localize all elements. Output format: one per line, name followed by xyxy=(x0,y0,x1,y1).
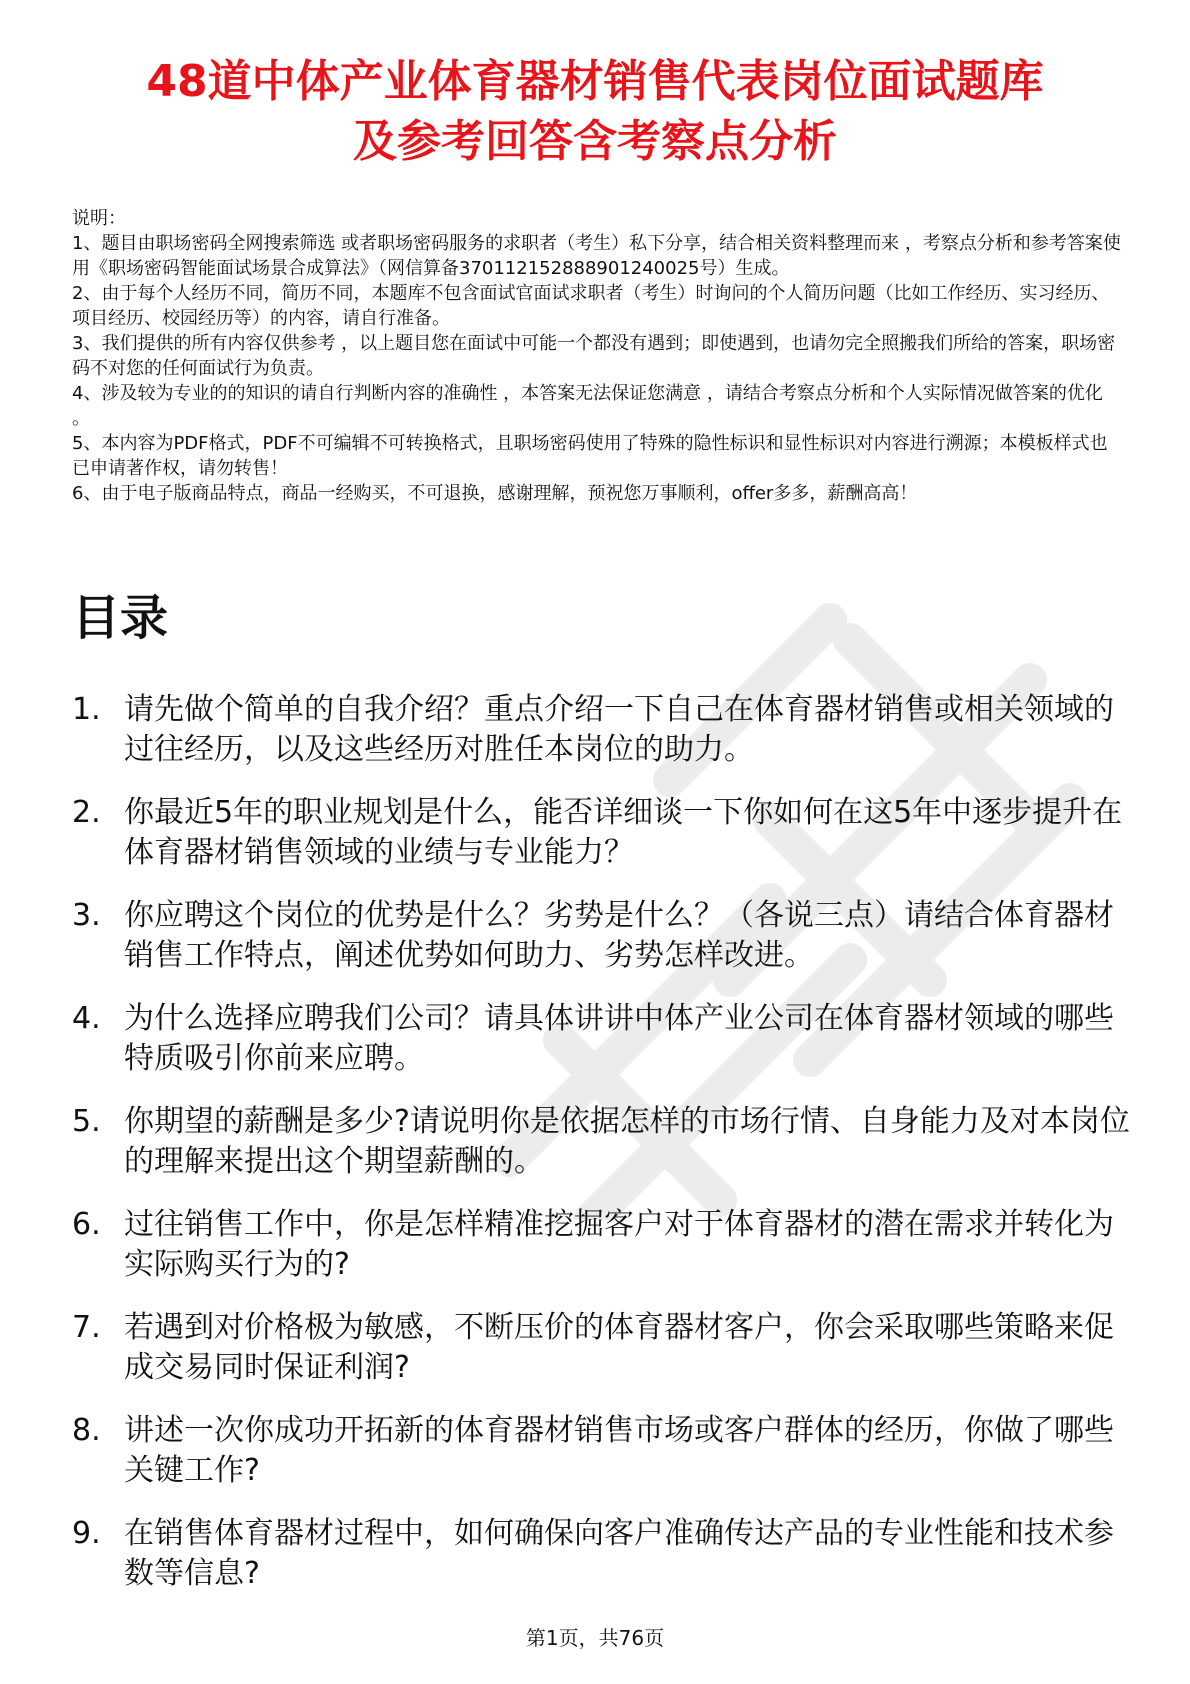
note-item: 1、题目由职场密码全网搜索筛选 或者职场密码服务的求职者（考生）私下分享，结合相关资料整理而来 ，考察点分析和参考答案使用《职场密码智能面试场景合成算法》（网信算备370112152888901240025号）生成。 xyxy=(72,233,1121,279)
toc-item-number: 6. xyxy=(72,1207,101,1242)
notes-section xyxy=(72,206,1122,506)
toc-item-text: 你期望的薪酬是多少?请说明你是依据怎样的市场行情、自身能力及对本岗位的理解来提出这个期望薪酬的。 xyxy=(124,1104,1130,1179)
document-title xyxy=(60,52,1130,172)
toc-item-text: 为什么选择应聘我们公司？请具体讲讲中体产业公司在体育器材领域的哪些特质吸引你前来应聘。 xyxy=(124,1001,1114,1076)
note-item: 3、我们提供的所有内容仅供参考 ，以上题目您在面试中可能一个都没有遇到；即使遇到，也请勿完全照搬我们所给的答案，职场密码不对您的任何面试行为负责。 xyxy=(72,333,1116,379)
note-item: 5、本内容为PDF格式，PDF不可编辑不可转换格式，且职场密码使用了特殊的隐性标识和显性标识对内容进行溯源；本模板样式也已申请著作权，请勿转售！ xyxy=(72,433,1108,479)
toc-item-text: 你最近5年的职业规划是什么，能否详细谈一下你如何在这5年中逐步提升在体育器材销售领域的业绩与专业能力？ xyxy=(124,795,1123,870)
toc-item-number: 3. xyxy=(72,898,101,933)
note-item: 6、由于电子版商品特点，商品一经购买，不可退换，感谢理解，预祝您万事顺利，offer多多，薪酬高高！ xyxy=(72,483,918,504)
page-number: 第1页，共76页 xyxy=(525,1626,665,1650)
toc-item[interactable] xyxy=(72,999,1132,1079)
toc-item[interactable] xyxy=(72,1102,1132,1182)
note-item: 4、涉及较为专业的的知识的请自行判断内容的准确性 ，本答案无法保证您满意 ，请结合考察点分析和个人实际情况做答案的优化 。 xyxy=(72,383,1103,429)
toc-item[interactable] xyxy=(72,1411,1132,1491)
toc-item-text: 讲述一次你成功开拓新的体育器材销售市场或客户群体的经历，你做了哪些关键工作? xyxy=(124,1413,1114,1488)
toc-item-number: 5. xyxy=(72,1104,101,1139)
toc-item-number: 4. xyxy=(72,1001,101,1036)
toc-item-text: 在销售体育器材过程中，如何确保向客户准确传达产品的专业性能和技术参数等信息? xyxy=(124,1516,1114,1591)
toc-heading: 目录 xyxy=(72,590,169,646)
toc-item-text: 你应聘这个岗位的优势是什么？劣势是什么？（各说三点）请结合体育器材销售工作特点，阐述优势如何助力、劣势怎样改进。 xyxy=(124,898,1114,973)
toc-item[interactable] xyxy=(72,690,1132,770)
notes-heading: 说明： xyxy=(72,208,126,229)
toc-item[interactable] xyxy=(72,1514,1132,1594)
toc-item-text: 若遇到对价格极为敏感，不断压价的体育器材客户，你会采取哪些策略来促成交易同时保证利润? xyxy=(124,1310,1114,1385)
toc-item[interactable] xyxy=(72,896,1132,976)
toc-item-number: 9. xyxy=(72,1516,101,1551)
toc-item-text: 过往销售工作中，你是怎样精准挖掘客户对于体育器材的潜在需求并转化为实际购买行为的? xyxy=(124,1207,1114,1282)
toc-item-text: 请先做个简单的自我介绍？重点介绍一下自己在体育器材销售或相关领域的过往经历，以及这些经历对胜任本岗位的助力。 xyxy=(124,692,1114,767)
toc-item[interactable] xyxy=(72,1205,1132,1285)
toc-item-number: 1. xyxy=(72,692,101,727)
toc-item-number: 8. xyxy=(72,1413,101,1448)
toc-item[interactable] xyxy=(72,1308,1132,1388)
note-item: 2、由于每个人经历不同，简历不同，本题库不包含面试官面试求职者（考生）时询问的个人简历问题（比如工作经历、实习经历、项目经历、校园经历等）的内容，请自行准备。 xyxy=(72,283,1110,329)
title-line-2: 及参考回答含考察点分析 xyxy=(353,116,837,167)
toc-list xyxy=(72,690,1132,1617)
toc-item-number: 7. xyxy=(72,1310,101,1345)
toc-item[interactable] xyxy=(72,793,1132,873)
toc-item-number: 2. xyxy=(72,795,101,830)
title-line-1: 48道中体产业体育器材销售代表岗位面试题库 xyxy=(146,56,1044,107)
